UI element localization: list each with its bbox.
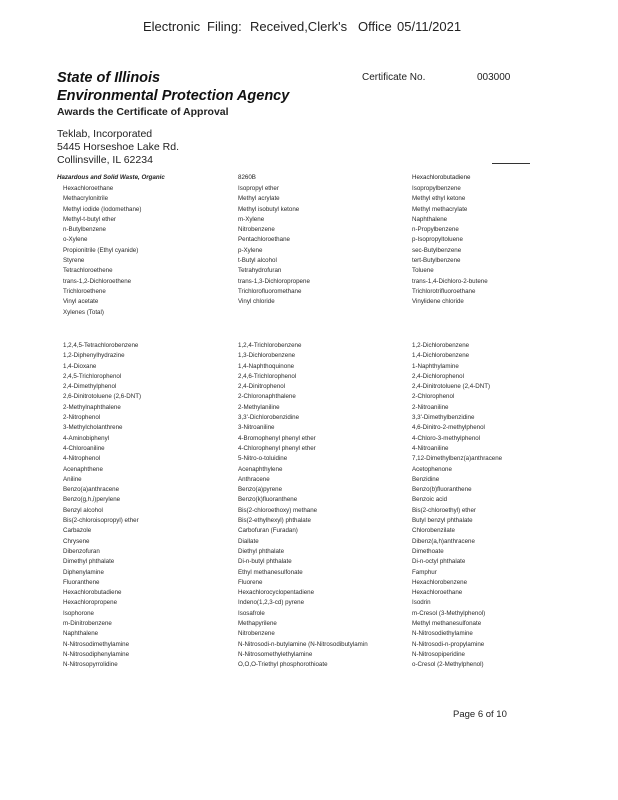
street-address: 5445 Horseshoe Lake Rd. (57, 141, 179, 153)
analyte-entry: Naphthalene (412, 215, 448, 223)
analyte-entry: t-Butyl alcohol (238, 257, 277, 265)
analyte-entry: 2,4,5-Trichlorophenol (63, 372, 122, 380)
analyte-entry: Hexachloroethane (412, 589, 463, 597)
analyte-entry: Vinyl acetate (63, 298, 99, 306)
group2-col1 (63, 341, 141, 671)
analyte-entry: Methapyrilene (238, 620, 277, 628)
analyte-entry: Di-n-butyl phthalate (238, 558, 292, 566)
analyte-entry: 4-Chlorophenyl phenyl ether (238, 444, 316, 452)
analyte-entry: Chlorobenzilate (412, 527, 455, 535)
analyte-entry: N-Nitrosodi-n-butylamine (N-Nitrosodibutylamin (238, 640, 368, 648)
analyte-entry: 4-Bromophenyl phenyl ether (238, 434, 316, 442)
analyte-entry: Benzo(g,h,i)perylene (63, 496, 121, 504)
analyte-entry: 3,3'-Dimethylbenzidine (412, 414, 475, 422)
analyte-entry: Dibenz(a,h)anthracene (412, 537, 475, 545)
analyte-entry: 2-Chlorophenol (412, 393, 455, 401)
analyte-entry: trans-1,3-Dichloropropene (238, 277, 310, 285)
analyte-entry: Isophorone (63, 609, 94, 617)
group1-col1 (63, 184, 141, 318)
analyte-entry: o-Cresol (2-Methylphenol) (412, 661, 484, 669)
stamp-office: Office (358, 19, 392, 34)
analyte-entry: Hexachloroethane (63, 185, 114, 192)
analyte-entry: Fluorene (238, 578, 263, 586)
analyte-entry: 2,6-Dinitrotoluene (2,6-DNT) (63, 393, 142, 401)
analyte-entry: n-Butylbenzene (63, 226, 106, 234)
analyte-entry: 2-Nitrophenol (63, 414, 101, 422)
analyte-entry: tert-Butylbenzene (412, 257, 461, 265)
analyte-entry: Nitrobenzene (238, 226, 275, 234)
analyte-entry: 1,3-Dichlorobenzene (238, 352, 296, 360)
analyte-entry: Hexachlorobutadiene (63, 589, 122, 597)
analyte-entry: 1,2-Diphenylhydrazine (63, 352, 125, 360)
analyte-entry: Acetophenone (412, 465, 452, 473)
analyte-entry: 2,4-Dinitrophenol (238, 383, 286, 391)
stamp-received: Received,Clerk's (250, 19, 348, 34)
city-state-zip: Collinsville, IL 62234 (57, 154, 153, 166)
analyte-entry: O,O,O-Triethyl phosphorothioate (238, 661, 328, 669)
analyte-entry: Benzidine (412, 475, 440, 483)
analyte-entry: 1,2-Dichlorobenzene (412, 342, 470, 349)
method-heading: 8260B (238, 174, 256, 181)
analyte-entry: 2-Methylaniline (238, 403, 280, 411)
analyte-entry: Bis(2-chloroisopropyl) ether (63, 517, 139, 525)
analyte-entry: Diallate (238, 537, 259, 545)
analyte-entry: Di-n-octyl phthalate (412, 558, 466, 566)
analyte-entry: N-Nitrosodi-n-propylamine (412, 640, 485, 648)
analyte-entry: m-Cresol (3-Methylphenol) (412, 609, 486, 617)
analyte-entry: Benzoic acid (412, 496, 448, 504)
analyte-entry: Benzo(a)pyrene (238, 486, 283, 494)
analyte-entry: Dimethoate (412, 547, 444, 555)
analyte-entry: 5-Nitro-o-toluidine (238, 455, 288, 463)
analyte-entry: m-Dinitrobenzene (63, 620, 112, 628)
analyte-entry: 2-Nitroaniline (412, 403, 449, 411)
analyte-entry: Carbofuran (Furadan) (238, 527, 298, 535)
analyte-entry: 4-Chloro-3-methylphenol (412, 434, 481, 442)
analyte-entry: Toluene (412, 267, 434, 275)
analyte-entry: Methyl iodide (Iodomethane) (63, 205, 142, 213)
analyte-entry: n-Propylbenzene (412, 226, 459, 234)
group1-col3 (412, 184, 488, 308)
analyte-entry: 4-Nitroaniline (412, 444, 449, 452)
analyte-entry: Tetrahydrofuran (238, 267, 282, 275)
analyte-entry: Hexachlorobenzene (412, 578, 468, 586)
analyte-entry: Vinyl chloride (238, 298, 275, 306)
certificate-number: 003000 (477, 72, 511, 83)
analyte-entry: Methacrylonitrile (63, 195, 109, 203)
analyte-entry: 1,4-Dichlorobenzene (412, 352, 470, 360)
analyte-entry: m-Xylene (238, 215, 265, 223)
analyte-entry: Dimethyl phthalate (63, 558, 115, 566)
analyte-entry: Aniline (63, 475, 82, 483)
analyte-entry: N-Nitrosomethylethylamine (238, 650, 313, 658)
analyte-entry: sec-Butylbenzene (412, 246, 462, 254)
analyte-entry: 4,6-Dinitro-2-methylphenol (412, 424, 485, 432)
analyte-entry: 4-Chloroaniline (63, 444, 105, 452)
page-number: Page 6 of 10 (453, 709, 507, 720)
analyte-entry: Benzo(k)fluoranthene (238, 496, 298, 504)
analyte-entry: 1,4-Dioxane (63, 362, 97, 370)
analyte-entry: 2,4,6-Trichlorophenol (238, 372, 297, 380)
analyte-entry: Fluoranthene (63, 578, 100, 586)
analyte-entry: N-Nitrosopiperidine (412, 650, 465, 658)
analyte-entry: 1,2,4,5-Tetrachlorobenzene (63, 342, 139, 349)
analyte-entry: o-Xylene (63, 236, 88, 244)
analyte-entry: N-Nitrosodimethylamine (63, 640, 130, 648)
analyte-entry: Hexachloropropene (63, 599, 118, 607)
awards-line: Awards the Certificate of Approval (57, 106, 229, 118)
analyte-entry: Diphenylamine (63, 568, 104, 576)
analyte-entry: Nitrobenzene (238, 630, 275, 638)
analyte-entry: p-Isopropyltoluene (412, 236, 463, 244)
analyte-entry: Bis(2-ethylhexyl) phthalate (238, 517, 311, 525)
analyte-entry: Bis(2-chloroethoxy) methane (238, 506, 318, 514)
analyte-entry: Butyl benzyl phthalate (412, 517, 473, 525)
analyte-entry: Trichlorofluoromethane (238, 287, 302, 295)
analyte-entry: Chrysene (63, 537, 90, 545)
stamp-date: 05/11/2021 (397, 19, 462, 34)
analyte-entry: Bis(2-chloroethyl) ether (412, 506, 476, 514)
analyte-entry: Isopropyl ether (238, 185, 279, 192)
first-analyte: Hexachlorobutadiene (412, 174, 471, 181)
analyte-entry: Diethyl phthalate (238, 547, 285, 555)
analyte-entry: Naphthalene (63, 630, 99, 638)
analyte-entry: Methyl isobutyl ketone (238, 205, 300, 213)
analyte-entry: Acenaphthylene (238, 465, 283, 473)
analyte-entry: Dibenzofuran (63, 547, 100, 555)
analyte-entry: 4-Nitrophenol (63, 455, 101, 463)
analyte-entry: Styrene (63, 257, 85, 265)
analyte-entry: Vinylidene chloride (412, 298, 464, 306)
analyte-entry: 3-Nitroaniline (238, 424, 275, 432)
stamp-filing: Filing: (207, 19, 242, 34)
analyte-entry: 2-Methylnaphthalene (63, 403, 121, 411)
analyte-entry: Xylenes (Total) (63, 308, 104, 316)
analyte-entry: 2,4-Dinitrotoluene (2,4-DNT) (412, 383, 491, 391)
analyte-entry: 1,2,4-Trichlorobenzene (238, 342, 302, 349)
analyte-entry: 3-Methylcholanthrene (63, 424, 123, 432)
analyte-entry: Methyl methanesulfonate (412, 620, 482, 628)
analyte-entry: Anthracene (238, 475, 270, 483)
analyte-entry: N-Nitrosopyrrolidine (63, 661, 118, 669)
analyte-entry: Trichloroethene (63, 287, 106, 295)
analyte-entry: Isosafrole (238, 609, 265, 617)
analyte-entry: N-Nitrosodiphenylamine (63, 650, 130, 658)
analyte-entry: 3,3'-Dichlorobenzidine (238, 414, 300, 422)
state-title: State of Illinois (57, 70, 161, 86)
analyte-entry: Carbazole (63, 527, 92, 535)
analyte-entry: N-Nitrosodiethylamine (412, 630, 473, 638)
analyte-entry: Methyl ethyl ketone (412, 195, 466, 203)
analyte-entry: Benzo(b)fluoranthene (412, 486, 472, 494)
analyte-entry: Pentachloroethane (238, 236, 290, 244)
category-heading: Hazardous and Solid Waste, Organic (57, 174, 165, 181)
analyte-entry: Indeno(1,2,3-cd) pyrene (238, 599, 305, 607)
group2-col2 (238, 341, 368, 671)
analyte-entry: 2-Chloronaphthalene (238, 393, 296, 401)
analyte-entry: Tetrachloroethene (63, 267, 113, 275)
agency-title: Environmental Protection Agency (57, 88, 290, 104)
analyte-entry: Isopropylbenzene (412, 185, 461, 192)
group1-col2 (238, 184, 310, 308)
analyte-entry: Propionitrile (Ethyl cyanide) (63, 246, 139, 254)
group2-col3 (412, 341, 502, 671)
analyte-entry: Methyl-t-butyl ether (63, 215, 116, 223)
analyte-entry: trans-1,2-Dichloroethene (63, 277, 132, 285)
analyte-entry: 2,4-Dimethylphenol (63, 383, 117, 391)
analyte-entry: Hexachlorocyclopentadiene (238, 589, 315, 597)
analyte-entry: 1-Naphthylamine (412, 362, 459, 370)
analyte-entry: 4-Aminobiphenyl (63, 434, 110, 442)
analyte-entry: Ethyl methanesulfonate (238, 568, 303, 576)
analyte-entry: p-Xylene (238, 246, 263, 254)
analyte-entry: 1,4-Naphthoquinone (238, 362, 295, 370)
stamp-electronic: Electronic (143, 19, 201, 34)
company-name: Teklab, Incorporated (57, 128, 153, 140)
analyte-entry: Famphur (412, 568, 437, 576)
analyte-entry: Methyl acrylate (238, 195, 280, 203)
analyte-entry: Benzyl alcohol (63, 506, 103, 514)
certificate-label: Certificate No. (362, 72, 426, 83)
analyte-entry: Isodrin (412, 599, 431, 607)
analyte-entry: Acenaphthene (63, 465, 103, 473)
analyte-entry: trans-1,4-Dichloro-2-butene (412, 277, 488, 285)
analyte-entry: Trichlorotrifluoroethane (412, 287, 476, 295)
analyte-entry: 7,12-Dimethylbenz(a)anthracene (412, 455, 503, 463)
analyte-entry: Methyl methacrylate (412, 205, 468, 213)
divider-line (492, 163, 530, 164)
analyte-entry: 2,4-Dichlorophenol (412, 372, 464, 380)
analyte-entry: Benzo(a)anthracene (63, 486, 120, 494)
